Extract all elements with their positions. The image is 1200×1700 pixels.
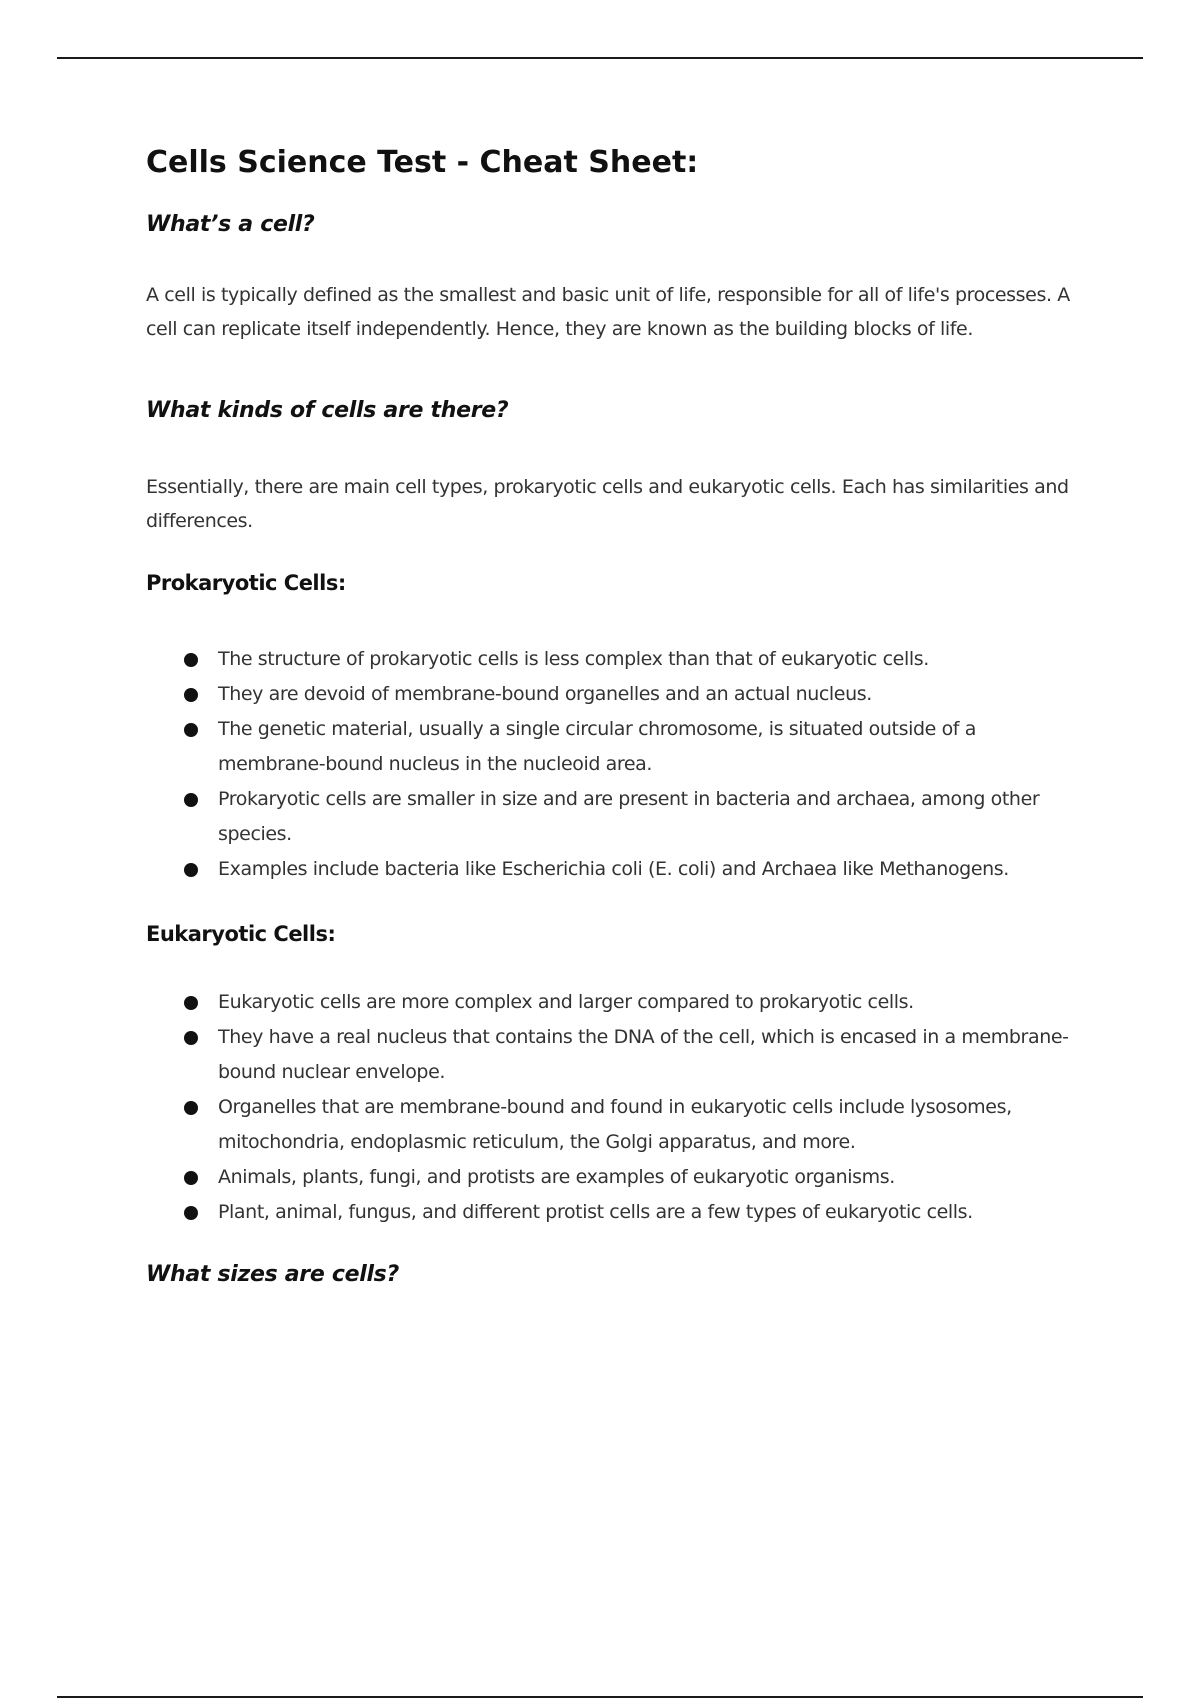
list-item-text: The structure of prokaryotic cells is less complex than that of eukaryotic cells.	[218, 648, 929, 670]
bullet-icon	[184, 1171, 198, 1185]
list-item	[218, 1195, 1086, 1230]
bullet-icon	[184, 1101, 198, 1115]
list-item	[218, 852, 1086, 887]
footer-rule	[57, 1696, 1143, 1698]
list-item	[218, 985, 1086, 1020]
heading-prokaryotic-cells: Prokaryotic Cells:	[146, 571, 346, 595]
bullet-icon	[184, 1031, 198, 1045]
list-item-text: They have a real nucleus that contains the DNA of the cell, which is encased in a membrane-bound nuclear envelope.	[218, 1026, 1069, 1083]
list-item-text: The genetic material, usually a single circular chromosome, is situated outside of a membrane-bound nucleus in the nucleoid area.	[218, 718, 976, 775]
paragraph-kinds-of-cells: Essentially, there are main cell types, prokaryotic cells and eukaryotic cells. Each has similarities and differences.	[146, 476, 1069, 532]
paragraph-what-is-cell: A cell is typically defined as the smallest and basic unit of life, responsible for all of life's processes. A cell can replicate itself independently. Hence, they are known as the building blocks of life.	[146, 284, 1070, 340]
list-item-text: Eukaryotic cells are more complex and larger compared to prokaryotic cells.	[218, 991, 914, 1013]
list-item	[218, 677, 1086, 712]
list-item-text: Animals, plants, fungi, and protists are examples of eukaryotic organisms.	[218, 1166, 895, 1188]
heading-cell-sizes: What sizes are cells?	[146, 1262, 399, 1287]
list-item-text: They are devoid of membrane-bound organelles and an actual nucleus.	[218, 683, 872, 705]
eukaryotic-list	[146, 985, 1086, 1230]
prokaryotic-list	[146, 642, 1086, 887]
bullet-icon	[184, 793, 198, 807]
heading-kinds-of-cells: What kinds of cells are there?	[146, 398, 509, 423]
list-item-text: Organelles that are membrane-bound and found in eukaryotic cells include lysosomes, mitochondria, endoplasmic reticulum, the Golgi apparatus, and more.	[218, 1096, 1012, 1153]
bullet-icon	[184, 996, 198, 1010]
list-item	[218, 1020, 1086, 1090]
header-rule	[57, 57, 1143, 59]
list-item-text: Plant, animal, fungus, and different protist cells are a few types of eukaryotic cells.	[218, 1201, 973, 1223]
bullet-icon	[184, 863, 198, 877]
document-title: Cells Science Test - Cheat Sheet:	[146, 145, 699, 180]
list-item	[218, 782, 1086, 852]
bullet-icon	[184, 1206, 198, 1220]
heading-eukaryotic-cells: Eukaryotic Cells:	[146, 922, 336, 946]
document-body	[146, 140, 1086, 1290]
bullet-icon	[184, 723, 198, 737]
list-item	[218, 712, 1086, 782]
list-item-text: Prokaryotic cells are smaller in size and are present in bacteria and archaea, among other species.	[218, 788, 1040, 845]
bullet-icon	[184, 653, 198, 667]
list-item-text: Examples include bacteria like Escherichia coli (E. coli) and Archaea like Methanogens.	[218, 858, 1009, 880]
bullet-icon	[184, 688, 198, 702]
list-item	[218, 1090, 1086, 1160]
heading-what-is-cell: What’s a cell?	[146, 212, 315, 237]
list-item	[218, 1160, 1086, 1195]
list-item	[218, 642, 1086, 677]
